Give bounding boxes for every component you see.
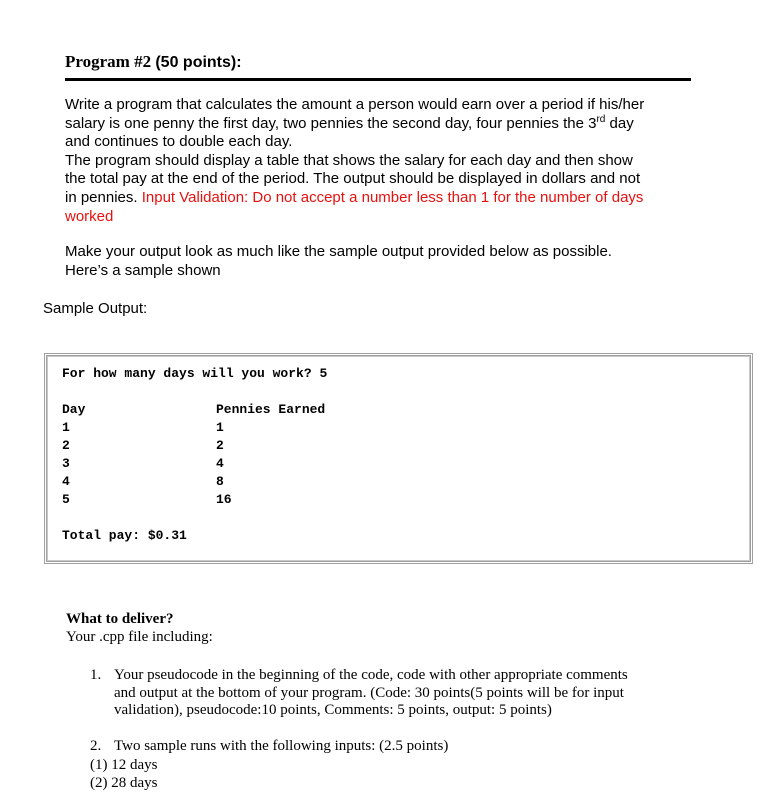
pennies-cell: 1 (216, 420, 224, 435)
list-number: 1. (90, 667, 102, 683)
list-text-line: validation), pseudocode:10 points, Comments: 5 points, output: 5 points) (114, 702, 552, 718)
console-prompt: For how many days will you work? 5 (62, 366, 328, 381)
instruction-line: Here’s a sample shown (65, 261, 221, 279)
instruction-line: Make your output look as much like the sample output provided below as possible. (65, 243, 612, 260)
description-line (65, 115, 705, 134)
description-line: the total pay at the end of the period. The output should be displayed in dollars and not (65, 170, 641, 188)
column-header-day: Day (62, 402, 86, 417)
input-validation-note: Input Validation: Do not accept a number less than 1 for the number of days (141, 188, 644, 206)
pennies-cell: 4 (216, 456, 224, 471)
deliverable-item-2 (90, 738, 690, 756)
day-cell: 3 (62, 456, 70, 471)
day-cell: 5 (62, 492, 70, 507)
program-points: (50 points): (155, 54, 242, 71)
program-heading (65, 52, 691, 81)
description-text: day (605, 114, 634, 132)
deliver-subtitle: Your .cpp file including: (66, 629, 213, 645)
pennies-cell: 8 (216, 474, 224, 489)
day-cell: 2 (62, 438, 70, 453)
list-number: 2. (90, 738, 102, 754)
console-inner-frame (47, 356, 750, 561)
day-cell: 1 (62, 420, 70, 435)
deliverable-item-1 (90, 667, 690, 720)
sample-output-console (44, 353, 753, 564)
description-text: in pennies. (65, 188, 142, 206)
pennies-cell: 2 (216, 438, 224, 453)
sample-output-label: Sample Output: (43, 300, 148, 317)
description-line: The program should display a table that shows the salary for each day and then show (65, 151, 633, 169)
description-line: and continues to double each day. (65, 133, 293, 151)
sample-run-2: (2) 28 days (90, 775, 158, 791)
output-instructions (65, 243, 705, 280)
description-line: Write a program that calculates the amount a person would earn over a period if his/her (65, 96, 645, 113)
description-text: salary is one penny the first day, two pennies the second day, four pennies the 3 (65, 114, 597, 132)
column-header-pennies: Pennies Earned (216, 402, 326, 417)
program-description (65, 96, 705, 226)
list-text: Two sample runs with the following inputs: (2.5 points) (114, 738, 449, 754)
sample-run-1: (1) 12 days (90, 757, 158, 773)
total-pay-line: Total pay: $0.31 (62, 528, 187, 543)
deliver-section (66, 610, 213, 646)
list-text (114, 667, 690, 720)
list-text-line: and output at the bottom of your program. (Code: 30 points(5 points will be for input (114, 684, 624, 701)
deliver-title: What to deliver? (66, 611, 174, 627)
ordinal-suffix: rd (596, 113, 606, 125)
description-line (65, 189, 705, 208)
day-cell: 4 (62, 474, 70, 489)
list-text-line: Your pseudocode in the beginning of the code, code with other appropriate comments (114, 667, 628, 683)
program-title: Program #2 (65, 52, 156, 71)
input-validation-note: worked (65, 207, 114, 225)
pennies-cell: 16 (216, 492, 232, 507)
